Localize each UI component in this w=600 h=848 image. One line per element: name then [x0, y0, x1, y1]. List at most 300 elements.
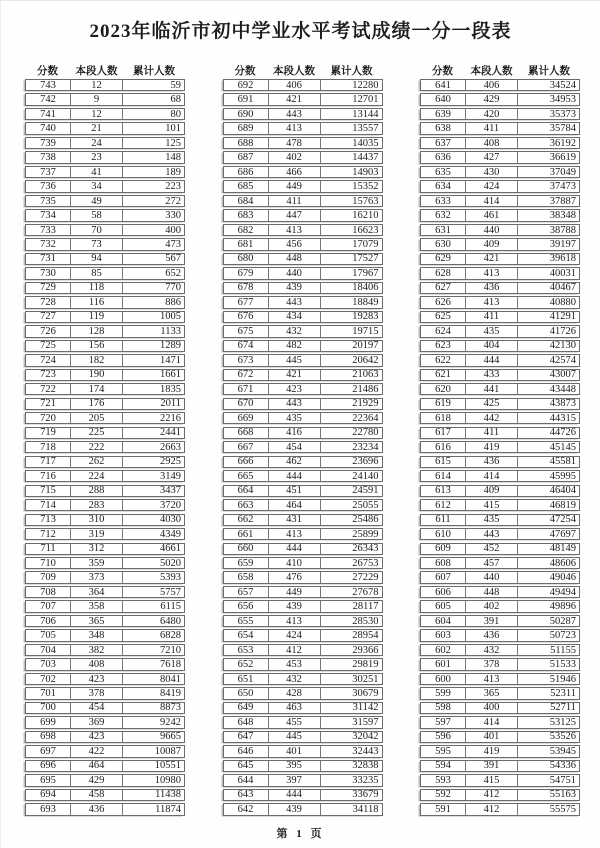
- table-row: [25, 209, 185, 221]
- cumulative-count-cell: 6828: [122, 630, 184, 640]
- table-row: [420, 586, 580, 598]
- cumulative-count-cell: 49896: [517, 601, 579, 611]
- segment-count-cell: 359: [70, 558, 122, 568]
- table-row: [420, 485, 580, 497]
- cumulative-count-cell: 23696: [320, 457, 382, 467]
- segment-count-cell: 409: [465, 486, 517, 496]
- table-row: [25, 702, 185, 714]
- table-row: [420, 514, 580, 526]
- cumulative-count-cell: 8041: [122, 674, 184, 684]
- cumulative-count-cell: 11438: [122, 790, 184, 800]
- score-cell: 630: [435, 238, 451, 250]
- segment-count-cell: 419: [465, 442, 517, 452]
- score-cell: 712: [40, 528, 56, 540]
- score-cell: 693: [40, 803, 56, 815]
- cumulative-count-cell: 13144: [320, 109, 382, 119]
- segment-count-cell: 369: [70, 717, 122, 727]
- table-row: [25, 238, 185, 250]
- score-cell: 737: [40, 166, 56, 178]
- score-cell: 699: [40, 716, 56, 728]
- score-cell: 649: [237, 702, 254, 714]
- score-cell: 682: [237, 224, 254, 236]
- table-row: [420, 137, 580, 149]
- segment-count-cell: 424: [268, 630, 320, 640]
- segment-count-cell: 444: [268, 790, 320, 800]
- score-cell: 657: [237, 586, 254, 598]
- table-row: [25, 369, 185, 381]
- cumulative-count-cell: 29819: [320, 659, 382, 669]
- cumulative-count-cell: 49046: [517, 572, 579, 582]
- table-row: [223, 673, 383, 685]
- cumulative-count-cell: 1005: [122, 312, 184, 322]
- table-row: [25, 296, 185, 308]
- table-row: [223, 543, 383, 555]
- table-row: [25, 108, 185, 120]
- cumulative-count-cell: 59: [122, 80, 184, 90]
- table-row: [420, 398, 580, 410]
- segment-count-cell: 443: [465, 529, 517, 539]
- cumulative-count-cell: 8419: [122, 688, 184, 698]
- score-cell: 667: [237, 441, 254, 453]
- table-row: [25, 571, 185, 583]
- score-cell: 609: [435, 543, 451, 555]
- score-cell: 668: [237, 427, 254, 439]
- score-cell: 685: [237, 181, 254, 193]
- segment-count-cell: 406: [268, 80, 320, 90]
- cumulative-count-cell: 32443: [320, 746, 382, 756]
- segment-count-cell: 445: [268, 355, 320, 365]
- segment-count-cell: 436: [465, 630, 517, 640]
- score-header: 分数: [234, 66, 256, 77]
- segment-count-cell: 476: [268, 572, 320, 582]
- cumulative-count-cell: 43007: [517, 370, 579, 380]
- segment-count-cell: 288: [70, 486, 122, 496]
- segment-count-cell: 429: [70, 775, 122, 785]
- cumulative-count-cell: 46819: [517, 500, 579, 510]
- segment-count-cell: 436: [465, 457, 517, 467]
- score-cell: 620: [435, 383, 451, 395]
- score-cell: 698: [40, 731, 56, 743]
- segment-count-cell: 421: [268, 370, 320, 380]
- cumulative-count-cell: 37473: [517, 181, 579, 191]
- segment-count-cell: 436: [70, 804, 122, 814]
- cumulative-count-cell: 14035: [320, 138, 382, 148]
- segment-count-cell: 94: [70, 254, 122, 264]
- table-row: [223, 528, 383, 540]
- segment-count-cell: 413: [268, 123, 320, 133]
- score-cell: 596: [435, 731, 451, 743]
- segment-count-cell: 364: [70, 587, 122, 597]
- segment-count-cell: 174: [70, 384, 122, 394]
- cumulative-count-cell: 54336: [517, 761, 579, 771]
- table-row: [420, 774, 580, 786]
- segment-count-cell: 425: [465, 399, 517, 409]
- segment-count-header: 本段人数: [470, 66, 513, 77]
- segment-count-cell: 423: [70, 732, 122, 742]
- table-row: [223, 644, 383, 656]
- cumulative-count-cell: 2663: [122, 442, 184, 452]
- cumulative-count-cell: 330: [122, 210, 184, 220]
- segment-count-cell: 12: [70, 109, 122, 119]
- score-cell: 728: [40, 296, 56, 308]
- score-cell: 733: [40, 224, 56, 236]
- table-row: [25, 673, 185, 685]
- cumulative-count-cell: 7210: [122, 645, 184, 655]
- cumulative-count-cell: 46404: [517, 486, 579, 496]
- table-row: [420, 441, 580, 453]
- table-row: [25, 760, 185, 772]
- score-cell: 736: [40, 181, 56, 193]
- table-row: [25, 340, 185, 352]
- table-row: [420, 93, 580, 105]
- table-row: [223, 427, 383, 439]
- cumulative-count-cell: 40467: [517, 283, 579, 293]
- segment-count-cell: 449: [268, 587, 320, 597]
- table-row: [25, 383, 185, 395]
- cumulative-count-cell: 10980: [122, 775, 184, 785]
- table-group-middle: [223, 64, 383, 816]
- segment-count-cell: 319: [70, 529, 122, 539]
- cumulative-count-cell: 45581: [517, 457, 579, 467]
- table-row: [223, 615, 383, 627]
- cumulative-count-cell: 50287: [517, 616, 579, 626]
- cumulative-count-cell: 10087: [122, 746, 184, 756]
- segment-count-cell: 433: [465, 370, 517, 380]
- table-header: [223, 64, 383, 77]
- segment-count-cell: 478: [268, 138, 320, 148]
- score-cell: 654: [237, 630, 254, 642]
- table-row: [25, 311, 185, 323]
- segment-count-cell: 482: [268, 341, 320, 351]
- table-row: [25, 543, 185, 555]
- cumulative-count-cell: 189: [122, 167, 184, 177]
- score-cell: 600: [435, 673, 451, 685]
- segment-count-cell: 382: [70, 645, 122, 655]
- score-cell: 652: [237, 659, 254, 671]
- segment-count-cell: 423: [70, 674, 122, 684]
- cumulative-count-cell: 18849: [320, 297, 382, 307]
- score-cell: 710: [40, 557, 56, 569]
- score-cell: 675: [237, 325, 254, 337]
- score-cell: 594: [435, 760, 451, 772]
- cumulative-count-cell: 45995: [517, 471, 579, 481]
- score-cell: 661: [237, 528, 254, 540]
- score-cell: 738: [40, 152, 56, 164]
- score-cell: 628: [435, 267, 451, 279]
- table-row: [25, 456, 185, 468]
- segment-count-cell: 449: [268, 181, 320, 191]
- segment-count-cell: 128: [70, 326, 122, 336]
- score-cell: 607: [435, 572, 451, 584]
- cumulative-count-cell: 52711: [517, 703, 579, 713]
- table-row: [420, 267, 580, 279]
- segment-count-cell: 454: [70, 703, 122, 713]
- segment-count-cell: 348: [70, 630, 122, 640]
- segment-count-cell: 408: [465, 138, 517, 148]
- cumulative-count-cell: 42130: [517, 341, 579, 351]
- segment-count-cell: 466: [268, 167, 320, 177]
- cumulative-count-cell: 30251: [320, 674, 382, 684]
- segment-count-cell: 451: [268, 486, 320, 496]
- score-cell: 635: [435, 166, 451, 178]
- score-cell: 632: [435, 210, 451, 222]
- segment-count-cell: 422: [70, 746, 122, 756]
- score-cell: 611: [435, 514, 451, 526]
- table-row: [223, 79, 383, 91]
- segment-count-cell: 156: [70, 341, 122, 351]
- cumulative-count-cell: 18406: [320, 283, 382, 293]
- segment-count-cell: 411: [465, 312, 517, 322]
- table-row: [25, 137, 185, 149]
- score-cell: 602: [435, 644, 451, 656]
- table-row: [420, 296, 580, 308]
- score-cell: 697: [40, 745, 56, 757]
- segment-count-cell: 439: [268, 283, 320, 293]
- score-cell: 629: [435, 253, 451, 265]
- cumulative-count-cell: 25055: [320, 500, 382, 510]
- score-cell: 634: [435, 181, 451, 193]
- score-cell: 599: [435, 688, 451, 699]
- score-cell: 729: [40, 282, 56, 294]
- score-cell: 637: [435, 137, 451, 149]
- segment-count-cell: 463: [268, 703, 320, 713]
- table-row: [223, 412, 383, 424]
- score-cell: 679: [237, 267, 254, 279]
- cumulative-count-cell: 29366: [320, 645, 382, 655]
- cumulative-count-cell: 2925: [122, 457, 184, 467]
- cumulative-count-cell: 32042: [320, 732, 382, 742]
- segment-count-cell: 453: [268, 659, 320, 669]
- cumulative-count-cell: 36192: [517, 138, 579, 148]
- score-cell: 702: [40, 673, 56, 685]
- cumulative-count-header: 累计人数: [528, 66, 570, 77]
- score-cell: 673: [237, 354, 254, 366]
- cumulative-count-cell: 28954: [320, 630, 382, 640]
- table-row: [223, 470, 383, 482]
- cumulative-count-cell: 473: [122, 239, 184, 249]
- cumulative-count-cell: 9665: [122, 732, 184, 742]
- cumulative-count-cell: 53125: [517, 717, 579, 727]
- cumulative-count-cell: 35373: [517, 109, 579, 119]
- score-cell: 660: [237, 543, 254, 555]
- table-row: [420, 122, 580, 134]
- table-row: [25, 354, 185, 366]
- segment-count-cell: 21: [70, 123, 122, 133]
- table-row: [25, 600, 185, 612]
- table-row: [25, 195, 185, 207]
- cumulative-count-cell: 42574: [517, 355, 579, 365]
- segment-count-cell: 445: [268, 732, 320, 742]
- segment-count-cell: 447: [268, 210, 320, 220]
- segment-count-cell: 411: [465, 123, 517, 133]
- segment-count-cell: 443: [268, 297, 320, 307]
- score-cell: 723: [40, 369, 56, 381]
- cumulative-count-cell: 24591: [320, 486, 382, 496]
- score-cell: 688: [237, 137, 254, 149]
- segment-count-cell: 401: [268, 746, 320, 756]
- table-row: [223, 456, 383, 468]
- score-cell: 714: [40, 499, 56, 511]
- score-tables: [1, 64, 600, 816]
- score-cell: 676: [237, 311, 254, 323]
- cumulative-count-cell: 51155: [517, 645, 579, 655]
- table-row: [223, 253, 383, 265]
- score-cell: 684: [237, 195, 254, 207]
- score-cell: 700: [40, 702, 56, 714]
- cumulative-count-cell: 400: [122, 225, 184, 235]
- cumulative-count-cell: 55163: [517, 790, 579, 800]
- segment-count-cell: 436: [465, 283, 517, 293]
- segment-count-cell: 24: [70, 138, 122, 148]
- cumulative-count-cell: 28117: [320, 601, 382, 611]
- cumulative-count-cell: 40880: [517, 297, 579, 307]
- score-cell: 603: [435, 630, 451, 642]
- segment-count-cell: 73: [70, 239, 122, 249]
- segment-count-cell: 283: [70, 500, 122, 510]
- table-rows: [25, 79, 185, 816]
- segment-count-cell: 410: [268, 558, 320, 568]
- table-row: [223, 180, 383, 192]
- segment-count-cell: 401: [465, 732, 517, 742]
- score-cell: 740: [40, 123, 56, 135]
- segment-count-cell: 41: [70, 167, 122, 177]
- table-row: [223, 282, 383, 294]
- score-cell: 648: [237, 716, 254, 728]
- cumulative-count-cell: 148: [122, 152, 184, 162]
- table-row: [420, 151, 580, 163]
- segment-count-cell: 441: [465, 384, 517, 394]
- score-cell: 678: [237, 282, 254, 294]
- segment-count-cell: 412: [268, 645, 320, 655]
- table-row: [420, 412, 580, 424]
- score-cell: 636: [435, 152, 451, 164]
- cumulative-count-cell: 38788: [517, 225, 579, 235]
- score-cell: 695: [40, 774, 56, 786]
- score-cell: 610: [435, 528, 451, 540]
- cumulative-count-cell: 45145: [517, 442, 579, 452]
- cumulative-count-cell: 6480: [122, 616, 184, 626]
- segment-count-cell: 456: [268, 239, 320, 249]
- cumulative-count-cell: 17527: [320, 254, 382, 264]
- segment-count-cell: 34: [70, 181, 122, 191]
- table-header: [25, 64, 185, 77]
- score-cell: 606: [435, 586, 451, 598]
- segment-count-cell: 358: [70, 601, 122, 611]
- score-cell: 681: [237, 238, 254, 250]
- segment-count-cell: 378: [465, 659, 517, 669]
- cumulative-count-cell: 41291: [517, 312, 579, 322]
- segment-count-cell: 365: [465, 688, 517, 698]
- table-row: [223, 311, 383, 323]
- score-cell: 641: [435, 79, 451, 91]
- cumulative-count-cell: 19283: [320, 312, 382, 322]
- table-row: [223, 499, 383, 511]
- segment-count-cell: 23: [70, 152, 122, 162]
- cumulative-count-cell: 2011: [122, 399, 184, 409]
- score-cell: 706: [40, 615, 56, 627]
- cumulative-count-cell: 21063: [320, 370, 382, 380]
- cumulative-count-cell: 17079: [320, 239, 382, 249]
- segment-count-cell: 416: [268, 428, 320, 438]
- table-row: [420, 557, 580, 569]
- cumulative-count-cell: 44315: [517, 413, 579, 423]
- table-group-right: [420, 64, 580, 816]
- segment-count-cell: 452: [465, 544, 517, 554]
- score-cell: 617: [435, 427, 451, 439]
- cumulative-count-cell: 14437: [320, 152, 382, 162]
- table-row: [25, 470, 185, 482]
- cumulative-count-cell: 2441: [122, 428, 184, 438]
- cumulative-count-cell: 20642: [320, 355, 382, 365]
- table-row: [223, 224, 383, 236]
- cumulative-count-cell: 125: [122, 138, 184, 148]
- score-cell: 613: [435, 485, 451, 497]
- score-cell: 704: [40, 644, 56, 656]
- segment-count-cell: 421: [465, 254, 517, 264]
- table-row: [25, 658, 185, 670]
- segment-count-cell: 414: [465, 196, 517, 206]
- segment-count-cell: 404: [465, 341, 517, 351]
- segment-count-cell: 262: [70, 457, 122, 467]
- segment-count-cell: 224: [70, 471, 122, 481]
- table-row: [420, 224, 580, 236]
- score-cell: 597: [435, 716, 451, 728]
- score-cell: 598: [435, 702, 451, 714]
- cumulative-count-cell: 22364: [320, 413, 382, 423]
- table-row: [420, 340, 580, 352]
- cumulative-count-cell: 51533: [517, 659, 579, 669]
- score-cell: 595: [435, 745, 451, 757]
- table-row: [25, 282, 185, 294]
- segment-count-cell: 413: [268, 616, 320, 626]
- segment-count-cell: 413: [465, 674, 517, 684]
- segment-count-cell: 182: [70, 355, 122, 365]
- table-row: [25, 151, 185, 163]
- cumulative-count-cell: 16623: [320, 225, 382, 235]
- score-cell: 665: [237, 470, 254, 482]
- segment-count-cell: 430: [465, 167, 517, 177]
- cumulative-count-cell: 47254: [517, 515, 579, 525]
- cumulative-count-cell: 35784: [517, 123, 579, 133]
- score-cell: 741: [40, 108, 56, 120]
- table-row: [420, 499, 580, 511]
- table-row: [420, 180, 580, 192]
- cumulative-count-cell: 1661: [122, 370, 184, 380]
- score-cell: 725: [40, 340, 56, 352]
- table-row: [223, 658, 383, 670]
- segment-count-cell: 428: [268, 688, 320, 698]
- cumulative-count-cell: 53526: [517, 732, 579, 742]
- segment-count-cell: 415: [465, 775, 517, 785]
- segment-count-cell: 423: [268, 384, 320, 394]
- score-cell: 692: [237, 79, 254, 91]
- cumulative-count-cell: 24140: [320, 471, 382, 481]
- cumulative-count-cell: 3720: [122, 500, 184, 510]
- page-number: 第 1 页: [276, 827, 325, 840]
- segment-count-cell: 310: [70, 515, 122, 525]
- segment-count-cell: 432: [465, 645, 517, 655]
- segment-count-cell: 312: [70, 544, 122, 554]
- segment-count-cell: 205: [70, 413, 122, 423]
- cumulative-count-cell: 3149: [122, 471, 184, 481]
- segment-count-cell: 365: [70, 616, 122, 626]
- score-cell: 696: [40, 760, 56, 772]
- table-row: [223, 774, 383, 786]
- segment-count-cell: 373: [70, 572, 122, 582]
- segment-count-cell: 435: [268, 413, 320, 423]
- segment-count-cell: 455: [268, 717, 320, 727]
- segment-count-cell: 439: [268, 804, 320, 814]
